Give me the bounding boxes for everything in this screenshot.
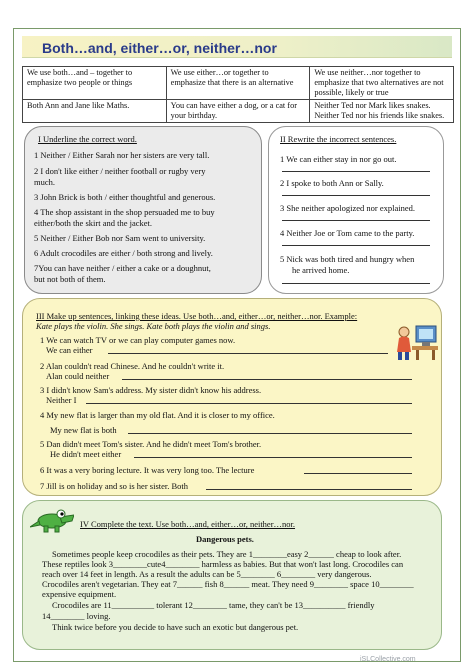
exercise-2-item: 4 Neither Joe or Tom came to the party. [280,228,415,238]
crocodile-illustration [30,503,74,533]
answer-line[interactable] [304,473,412,474]
exercise-3-prompt: 5 Dan didn't meet Tom's sister. And he didn't meet Tom's brother. [40,439,262,449]
gap-text-line: Crocodiles aren't vegetarian. They eat 7______ fish 8______ meat. They need 9________ space 10________ [42,579,414,589]
exercise-1-item: 4 The shop assistant in the shop persuaded me to buy [34,207,215,217]
exercise-3-starter: He didn't meet either [50,449,122,459]
exercise-2-item: 5 Nick was both tired and hungry when [280,254,415,264]
exercise-3-prompt: 1 We can watch TV or we can play computer games now. [40,335,236,345]
answer-line[interactable] [282,245,430,246]
exercise-1-item: 3 John Brick is both / either thoughtful and generous. [34,192,216,202]
exercise-3-heading: III Make up sentences, linking these ideas. Use both…and, either…or, neither…nor. Example: [36,311,358,321]
exercise-1-item: 5 Neither / Either Bob nor Sam went to university. [34,233,206,243]
exercise-3-starter: My new flat is both [50,425,117,435]
answer-line[interactable] [282,195,430,196]
example-either-or: You can have either a dog, or a cat for your birthday. [166,100,310,123]
exercise-1-item: 1 Neither / Either Sarah nor her sisters are very tall. [34,150,210,160]
rule-both-and: We use both…and – together to emphasize two people or things [23,67,167,100]
exercise-2-item: 1 We can either stay in nor go out. [280,154,397,164]
answer-line[interactable] [206,489,412,490]
answer-line[interactable] [86,403,412,404]
exercise-3-prompt: 3 I didn't know Sam's address. My sister didn't know his address. [40,385,262,395]
answer-line[interactable] [282,171,430,172]
rule-either-or: We use either…or together to emphasize that there is an alternative [166,67,310,100]
example-neither-nor: Neither Ted nor Mark likes snakes. Neither Ted nor his friends like snakes. [310,100,454,123]
answer-line[interactable] [108,353,388,354]
exercise-3-example: Kate plays the violin. She sings. Kate both plays the violin and sings. [36,321,271,331]
exercise-1-item: much. [34,177,56,187]
answer-line[interactable] [128,433,412,434]
gap-text-line: expensive equipment. [42,589,117,599]
rules-table [22,66,454,123]
answer-line[interactable] [134,457,412,458]
example-both-and: Both Ann and Jane like Maths. [23,100,167,123]
exercise-3-starter: We can either [46,345,93,355]
exercise-4-heading: IV Complete the text. Use both…and, either…or, neither…nor. [80,519,296,529]
gap-text-line: These reptiles look 3________cute4________ harmless as babies. But that won't last long. Crocodiles can [42,559,404,569]
exercise-2-item: he arrived home. [292,265,350,275]
exercise-1-heading: I Underline the correct word. [38,134,137,144]
answer-line[interactable] [282,220,430,221]
gap-text-line: Think twice before you decide to have such an exotic but dangerous pet. [52,622,299,632]
exercise-1-item: but not both of them. [34,274,106,284]
gap-text-line: Sometimes people keep crocodiles as their pets. They are 1________easy 2______ cheap to look after. [52,549,402,559]
exercise-3-prompt: 4 My new flat is larger than my old flat. And it is closer to my office. [40,410,275,420]
exercise-3-prompt: 6 It was a very boring lecture. It was very long too. The lecture [40,465,255,475]
exercise-1-item: 2 I don't like either / neither football or rugby very [34,166,206,176]
page-title: Both…and, either…or, neither…nor [42,40,277,56]
rule-neither-nor: We use neither…nor together to emphasize that two alternatives are not possible, likely or true [310,67,454,100]
exercise-2-item: 2 I spoke to both Ann or Sally. [280,178,384,188]
answer-line[interactable] [282,283,430,284]
exercise-1-item: 6 Adult crocodiles are either / both strong and lively. [34,248,213,258]
exercise-3-starter: Neither I [46,395,77,405]
exercise-1-item: either/both the skirt and the jacket. [34,218,153,228]
gap-text-line: reach over 14 feet in length. As a result the adults can be 5________ 6________ very dangerous. [42,569,372,579]
exercise-3-prompt: 2 Alan couldn't read Chinese. And he couldn't write it. [40,361,225,371]
watermark: iSLCollective.com [360,656,416,663]
exercise-2-item: 3 She neither apologized nor explained. [280,203,416,213]
answer-line[interactable] [122,379,412,380]
exercise-2-heading: II Rewrite the incorrect sentences. [280,134,397,144]
gap-text-line: Crocodiles are 11__________ tolerant 12________ tame, they can't be 13__________ friendly [52,600,375,610]
exercise-1-item: 7You can have neither / either a cake or a doughnut, [34,263,211,273]
gap-text-line: 14________ loving. [42,611,111,621]
computer-user-illustration [394,322,440,362]
exercise-3-starter: Alan could neither [46,371,110,381]
exercise-3-prompt: 7 Jill is on holiday and so is her sister. Both [40,481,189,491]
text-title: Dangerous pets. [196,534,254,544]
